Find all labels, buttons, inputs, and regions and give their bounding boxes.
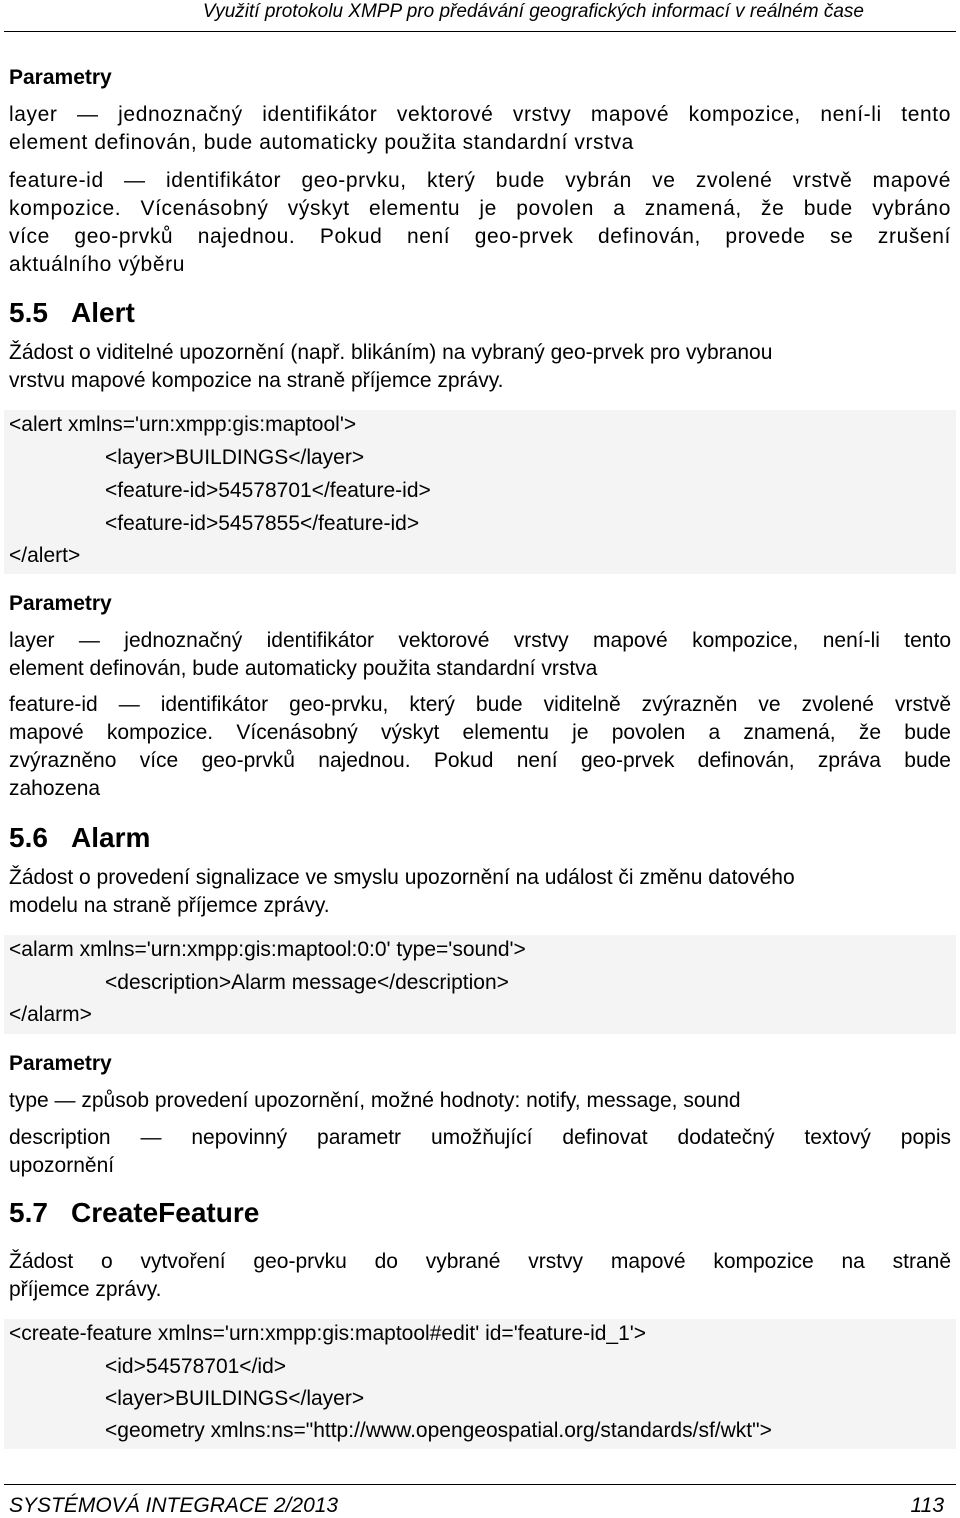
section-title: Alert xyxy=(71,297,135,328)
params-heading-top: Parametry xyxy=(9,66,112,89)
code-line: </alert> xyxy=(9,544,81,567)
alarm-desc-line2: modelu na straně příjemce zprávy. xyxy=(9,894,330,917)
running-header: Využití protokolu XMPP pro předávání geografických informací v reálném čase xyxy=(202,1,864,22)
code-line: <alert xmlns='urn:xmpp:gis:maptool'> xyxy=(9,413,357,436)
section-number: 5.5 xyxy=(9,297,48,328)
createfeature-code-block xyxy=(4,1319,956,1449)
code-line: <feature-id>5457855</feature-id> xyxy=(105,512,420,535)
alert-param-fid-line2: mapové kompozice. Vícenásobný výskyt elementu je povolen a znamená, že bude xyxy=(9,721,951,744)
section-heading-alert xyxy=(9,296,135,330)
createfeature-desc-line1: Žádost o vytvoření geo-prvku do vybrané vrstvy mapové kompozice na straně xyxy=(9,1250,951,1273)
section-number: 5.7 xyxy=(9,1197,48,1228)
code-line: <create-feature xmlns='urn:xmpp:gis:maptool#edit' id='feature-id_1'> xyxy=(9,1322,647,1345)
section-title: Alarm xyxy=(71,822,151,853)
alarm-param-desc-line2: upozornění xyxy=(9,1154,115,1177)
alert-desc-line2: vrstvu mapové kompozice na straně příjemce zprávy. xyxy=(9,369,504,392)
code-line: <layer>BUILDINGS</layer> xyxy=(105,446,365,469)
alert-param-layer-line2: element definován, bude automaticky použita standardní vrstva xyxy=(9,657,598,680)
code-line: <alarm xmlns='urn:xmpp:gis:maptool:0:0' type='sound'> xyxy=(9,938,526,961)
code-line: <description>Alarm message</description> xyxy=(105,971,509,994)
code-line: <geometry xmlns:ns="http://www.opengeospatial.org/standards/sf/wkt"> xyxy=(105,1419,772,1442)
section-heading-createfeature xyxy=(9,1196,259,1230)
section-title: CreateFeature xyxy=(71,1197,260,1228)
alarm-param-desc-line1: description — nepovinný parametr umožňující definovat dodatečný textový popis xyxy=(9,1126,951,1149)
footer-journal: SYSTÉMOVÁ INTEGRACE 2/2013 xyxy=(9,1494,339,1517)
section-heading-alarm xyxy=(9,821,150,855)
alert-param-fid-line3: zvýrazněno více geo-prvků najednou. Pokud není geo-prvek definován, zpráva bude xyxy=(9,749,951,772)
alert-param-layer-line1: layer — jednoznačný identifikátor vektorové vrstvy mapové kompozice, není-li tento xyxy=(9,629,951,652)
section-number: 5.6 xyxy=(9,822,48,853)
alarm-desc-line1: Žádost o provedení signalizace ve smyslu upozornění na událost či změnu datového xyxy=(9,866,795,889)
param-layer-line1: layer — jednoznačný identifikátor vektorové vrstvy mapové kompozice, není-li tento xyxy=(9,103,951,126)
code-line: <layer>BUILDINGS</layer> xyxy=(105,1387,365,1410)
code-line: <id>54578701</id> xyxy=(105,1355,287,1378)
param-fid-line4: aktuálního výběru xyxy=(9,253,185,276)
param-layer-line2: element definován, bude automaticky použita standardní vrstva xyxy=(9,131,634,154)
createfeature-desc-line2: příjemce zprávy. xyxy=(9,1278,162,1301)
alert-param-fid-line1: feature-id — identifikátor geo-prvku, který bude viditelně zvýrazněn ve zvolené vrstvě xyxy=(9,693,951,716)
alarm-code-block xyxy=(4,935,956,1034)
code-line: </alarm> xyxy=(9,1003,92,1026)
alert-code-block xyxy=(4,410,956,574)
code-line: <feature-id>54578701</feature-id> xyxy=(105,479,431,502)
alert-desc-line1: Žádost o viditelné upozornění (např. blikáním) na vybraný geo-prvek pro vybranou xyxy=(9,341,773,364)
alert-params-heading: Parametry xyxy=(9,592,112,615)
param-fid-line2: kompozice. Vícenásobný výskyt elementu je povolen a znamená, že bude vybráno xyxy=(9,197,951,220)
alert-param-fid-line4: zahozena xyxy=(9,777,101,800)
alarm-param-type: type — způsob provedení upozornění, možné hodnoty: notify, message, sound xyxy=(9,1089,741,1112)
param-fid-line3: více geo-prvků najednou. Pokud není geo-prvek definován, provede se zrušení xyxy=(9,225,951,248)
footer-rule xyxy=(4,1484,956,1485)
alarm-params-heading: Parametry xyxy=(9,1052,112,1075)
footer-page-number: 113 xyxy=(910,1494,944,1517)
header-rule xyxy=(4,31,956,32)
param-fid-line1: feature-id — identifikátor geo-prvku, který bude vybrán ve zvolené vrstvě mapové xyxy=(9,169,951,192)
